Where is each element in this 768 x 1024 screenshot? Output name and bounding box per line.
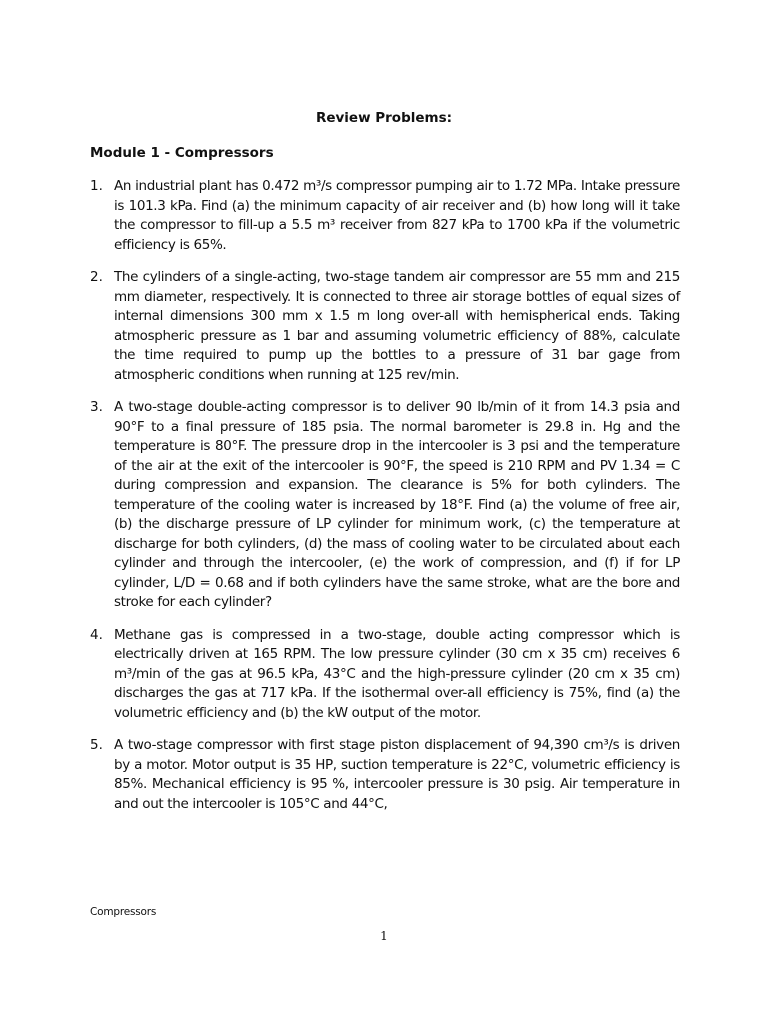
problem-item-2 (90, 268, 680, 385)
problem-item-3 (90, 398, 680, 613)
module-heading: Module 1 - Compressors (90, 145, 274, 161)
problem-item-5 (90, 736, 680, 814)
problem-text: An industrial plant has 0.472 m³/s compressor pumping air to 1.72 MPa. Intake pressure is 101.3 kPa. Find (a) the minimum capacity of air receiver and (b) how long will it take the compressor to fill-up a 5.5 m³ receiver from 827 kPa to 1700 kPa if the volumetric efficiency is 65%. (114, 178, 680, 253)
page-number: 1 (380, 929, 388, 943)
problem-number: 4. (90, 626, 103, 643)
problem-number: 5. (90, 737, 103, 753)
problem-number: 1. (90, 178, 103, 194)
problem-list (90, 177, 680, 827)
problem-text: The cylinders of a single-acting, two-stage tandem air compressor are 55 mm and 215 mm diameter, respectively. It is connected to three air storage bottles of equal sizes of internal dimensions 300 mm x 1.5 m long over-all with hemispherical ends. Taking atmospheric pressure as 1 bar and assuming volumetric efficiency of 88%, calculate the time required to pump up the bottles to a pressure of 31 bar gage from atmospheric conditions when running at 125 rev/min. (114, 269, 680, 383)
problem-item-4 (90, 626, 680, 724)
problem-text: A two-stage compressor with first stage piston displacement of 94,390 cm³/s is driven by a motor. Motor output is 35 HP, suction temperature is 22°C, volumetric efficiency is 85%. Mechanical efficiency is 95 %, intercooler pressure is 30 psig. Air temperature in and out the intercooler is 105°C and 44°C, (114, 737, 680, 812)
document-title: Review Problems: (315, 110, 453, 126)
problem-number: 3. (90, 399, 103, 415)
problem-text: Methane gas is compressed in a two-stage, double acting compressor which is electrically driven at 165 RPM. The low pressure cylinder (30 cm x 35 cm) receives 6 m³/min of the gas at 96.5 kPa, 43°C and the high-pressure cylinder (20 cm x 35 cm) discharges the gas at 717 kPa. If the isothermal over-all efficiency is 75%, find (a) the volumetric efficiency and (b) the kW output of the motor. (114, 626, 680, 721)
problem-item-1 (90, 177, 680, 255)
footer-label: Compressors (90, 906, 157, 918)
problem-text: A two-stage double-acting compressor is to deliver 90 lb/min of it from 14.3 psia and 90°F to a final pressure of 185 psia. The normal barometer is 29.8 in. Hg and the temperature is 80°F. The pressure drop in the intercooler is 3 psi and the temperature of the air at the exit of the intercooler is 90°F, the speed is 210 RPM and PV 1.34 = C during compression and expansion. The clearance is 5% for both cylinders. The temperature of the cooling water is increased by 18°F. Find (a) the volume of free air, (b) the discharge pressure of LP cylinder for minimum work, (c) the temperature at discharge for both cylinders, (d) the mass of cooling water to be circulated about each cylinder and through the intercooler, (e) the work of compression, and (f) if for LP cylinder, L/D = 0.68 and if both cylinders have the same stroke, what are the bore and stroke for each cylinder? (114, 399, 680, 610)
problem-number: 2. (90, 269, 103, 285)
